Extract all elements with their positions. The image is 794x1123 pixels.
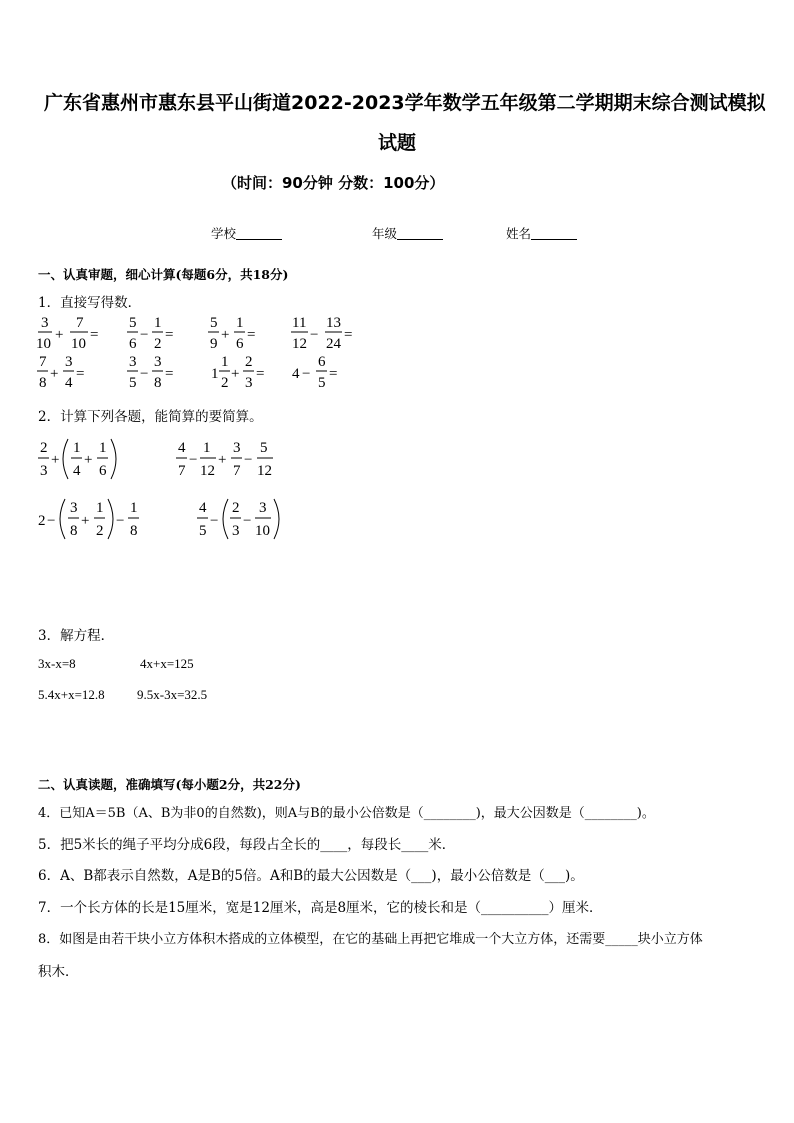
question-8: 8．如图是由若干块小立方体积木搭成的立体模型，在它的基础上再把它堆成一个大立方体，还需要_____块小立方体 — [38, 932, 703, 947]
svg-text:+: + — [51, 452, 60, 468]
q1-item-6 — [127, 354, 173, 391]
svg-text:4: 4 — [73, 463, 81, 479]
svg-text:=: = — [329, 366, 338, 382]
svg-text:1: 1 — [236, 315, 244, 331]
svg-text:5: 5 — [129, 315, 137, 331]
svg-text:−: − — [140, 327, 149, 343]
svg-text:6: 6 — [129, 336, 137, 352]
svg-text:3: 3 — [65, 354, 73, 370]
svg-text:+: + — [84, 452, 93, 468]
svg-text:3: 3 — [232, 523, 240, 539]
page-title: 广东省惠州市惠东县平山街道2022-2023学年数学五年级第二学期期末综合测试模拟 — [44, 92, 766, 114]
svg-text:=: = — [90, 327, 99, 343]
svg-text:=: = — [165, 366, 174, 382]
svg-text:24: 24 — [326, 336, 341, 352]
section-2-heading: 二、认真读题，准确填写(每小题2分，共22分) — [38, 777, 301, 792]
svg-text:12: 12 — [292, 336, 307, 352]
grade-label: 年级 — [372, 226, 398, 241]
svg-text:8: 8 — [70, 523, 78, 539]
question-3: 3．解方程． — [38, 628, 115, 644]
svg-text:−: − — [243, 513, 252, 529]
svg-text:−: − — [116, 513, 125, 529]
q1-item-3 — [208, 315, 255, 352]
svg-text:−: − — [189, 452, 198, 468]
svg-text:6: 6 — [99, 463, 107, 479]
svg-text:7: 7 — [39, 354, 47, 370]
svg-text:5: 5 — [260, 440, 268, 456]
svg-text:+: + — [218, 452, 227, 468]
svg-text:7: 7 — [233, 463, 241, 479]
name-label: 姓名 — [506, 226, 532, 241]
grade-field — [372, 224, 443, 242]
svg-text:+: + — [55, 327, 64, 343]
svg-text:−: − — [47, 513, 56, 529]
name-blank[interactable] — [531, 225, 577, 240]
svg-text:10: 10 — [71, 336, 86, 352]
svg-text:1: 1 — [99, 440, 107, 456]
svg-text:2: 2 — [245, 354, 253, 370]
svg-text:=: = — [247, 327, 256, 343]
name-field — [506, 224, 577, 242]
svg-text:+: + — [81, 513, 90, 529]
svg-text:5: 5 — [210, 315, 218, 331]
svg-text:1: 1 — [221, 354, 229, 370]
svg-text:=: = — [165, 327, 174, 343]
q2-expressions — [34, 435, 334, 555]
svg-text:1: 1 — [96, 500, 104, 516]
svg-text:6: 6 — [318, 354, 326, 370]
section-1-heading: 一、认真审题，细心计算(每题6分，共18分) — [38, 267, 289, 282]
svg-text:3: 3 — [41, 315, 49, 331]
q3-equation-4: 9.5x-3x=32.5 — [137, 687, 208, 702]
question-5: 5．把5米长的绳子平均分成6段，每段占全长的____，每段长____米． — [38, 837, 456, 853]
svg-text:5: 5 — [199, 523, 207, 539]
svg-text:5: 5 — [318, 375, 326, 391]
question-6: 6．A、B都表示自然数，A是B的5倍。A和B的最大公因数是（___)，最小公倍数是（___)。 — [38, 868, 584, 884]
svg-text:3: 3 — [129, 354, 137, 370]
svg-text:4: 4 — [178, 440, 186, 456]
q1-expressions — [30, 315, 390, 395]
exam-time-score: （时间：90分钟 分数：100分） — [222, 174, 445, 192]
svg-text:−: − — [310, 327, 319, 343]
q1-item-5 — [37, 354, 84, 391]
page-title-continued: 试题 — [378, 132, 417, 154]
q2-item-2 — [176, 440, 273, 479]
svg-text:3: 3 — [233, 440, 241, 456]
svg-text:3: 3 — [40, 463, 48, 479]
q2-item-3 — [38, 499, 139, 539]
question-8-continued: 积木． — [38, 964, 79, 980]
q3-equation-2: 4x+x=125 — [140, 656, 194, 671]
q2-item-1 — [38, 439, 116, 479]
svg-text:−: − — [210, 513, 219, 529]
svg-text:=: = — [76, 366, 85, 382]
svg-text:+: + — [221, 327, 230, 343]
svg-text:+: + — [50, 366, 59, 382]
svg-text:1: 1 — [73, 440, 81, 456]
svg-text:=: = — [256, 366, 265, 382]
svg-text:6: 6 — [236, 336, 244, 352]
question-2: 2．计算下列各题，能简算的要简算。 — [38, 409, 263, 425]
svg-text:3: 3 — [154, 354, 162, 370]
svg-text:2: 2 — [96, 523, 104, 539]
svg-text:3: 3 — [259, 500, 267, 516]
question-4: 4．已知A＝5B（A、B为非0的自然数)，则A与B的最小公倍数是（________)，最大公因数是（________)。 — [38, 806, 655, 821]
svg-text:1: 1 — [203, 440, 211, 456]
question-1: 1．直接写得数． — [38, 295, 142, 311]
question-7: 7．一个长方体的长是15厘米，宽是12厘米，高是8厘米，它的棱长和是（__________）厘米． — [38, 900, 603, 916]
svg-text:8: 8 — [130, 523, 138, 539]
svg-text:5: 5 — [129, 375, 137, 391]
svg-text:13: 13 — [326, 315, 341, 331]
svg-text:4: 4 — [65, 375, 73, 391]
svg-text:1: 1 — [154, 315, 162, 331]
q1-item-8 — [292, 354, 337, 391]
school-field — [211, 224, 282, 242]
svg-text:4: 4 — [292, 366, 300, 382]
svg-text:3: 3 — [245, 375, 253, 391]
svg-text:2: 2 — [40, 440, 48, 456]
svg-text:9: 9 — [210, 336, 218, 352]
svg-text:+: + — [231, 366, 240, 382]
svg-text:12: 12 — [200, 463, 215, 479]
svg-text:4: 4 — [199, 500, 207, 516]
q3-equation-3: 5.4x+x=12.8 — [38, 687, 105, 702]
svg-text:11: 11 — [292, 315, 307, 331]
svg-text:−: − — [244, 452, 253, 468]
svg-text:10: 10 — [36, 336, 51, 352]
grade-blank[interactable] — [397, 225, 443, 240]
school-label: 学校 — [211, 226, 237, 241]
q3-equation-1: 3x-x=8 — [38, 656, 76, 671]
svg-text:7: 7 — [76, 315, 84, 331]
svg-text:=: = — [344, 327, 353, 343]
svg-text:−: − — [140, 366, 149, 382]
svg-text:8: 8 — [154, 375, 162, 391]
q1-item-4 — [291, 315, 352, 352]
svg-text:2: 2 — [232, 500, 240, 516]
svg-text:1: 1 — [130, 500, 138, 516]
svg-text:2: 2 — [221, 375, 229, 391]
svg-text:1: 1 — [211, 366, 219, 382]
q2-item-4 — [197, 499, 279, 539]
svg-text:12: 12 — [257, 463, 272, 479]
q1-item-7 — [211, 354, 264, 391]
svg-text:2: 2 — [154, 336, 162, 352]
svg-text:8: 8 — [39, 375, 47, 391]
school-blank[interactable] — [236, 225, 282, 240]
q1-item-2 — [127, 315, 173, 352]
svg-text:2: 2 — [38, 513, 46, 529]
svg-text:3: 3 — [70, 500, 78, 516]
svg-text:7: 7 — [178, 463, 186, 479]
svg-text:10: 10 — [255, 523, 270, 539]
q1-item-1 — [36, 315, 98, 352]
svg-text:−: − — [302, 366, 311, 382]
